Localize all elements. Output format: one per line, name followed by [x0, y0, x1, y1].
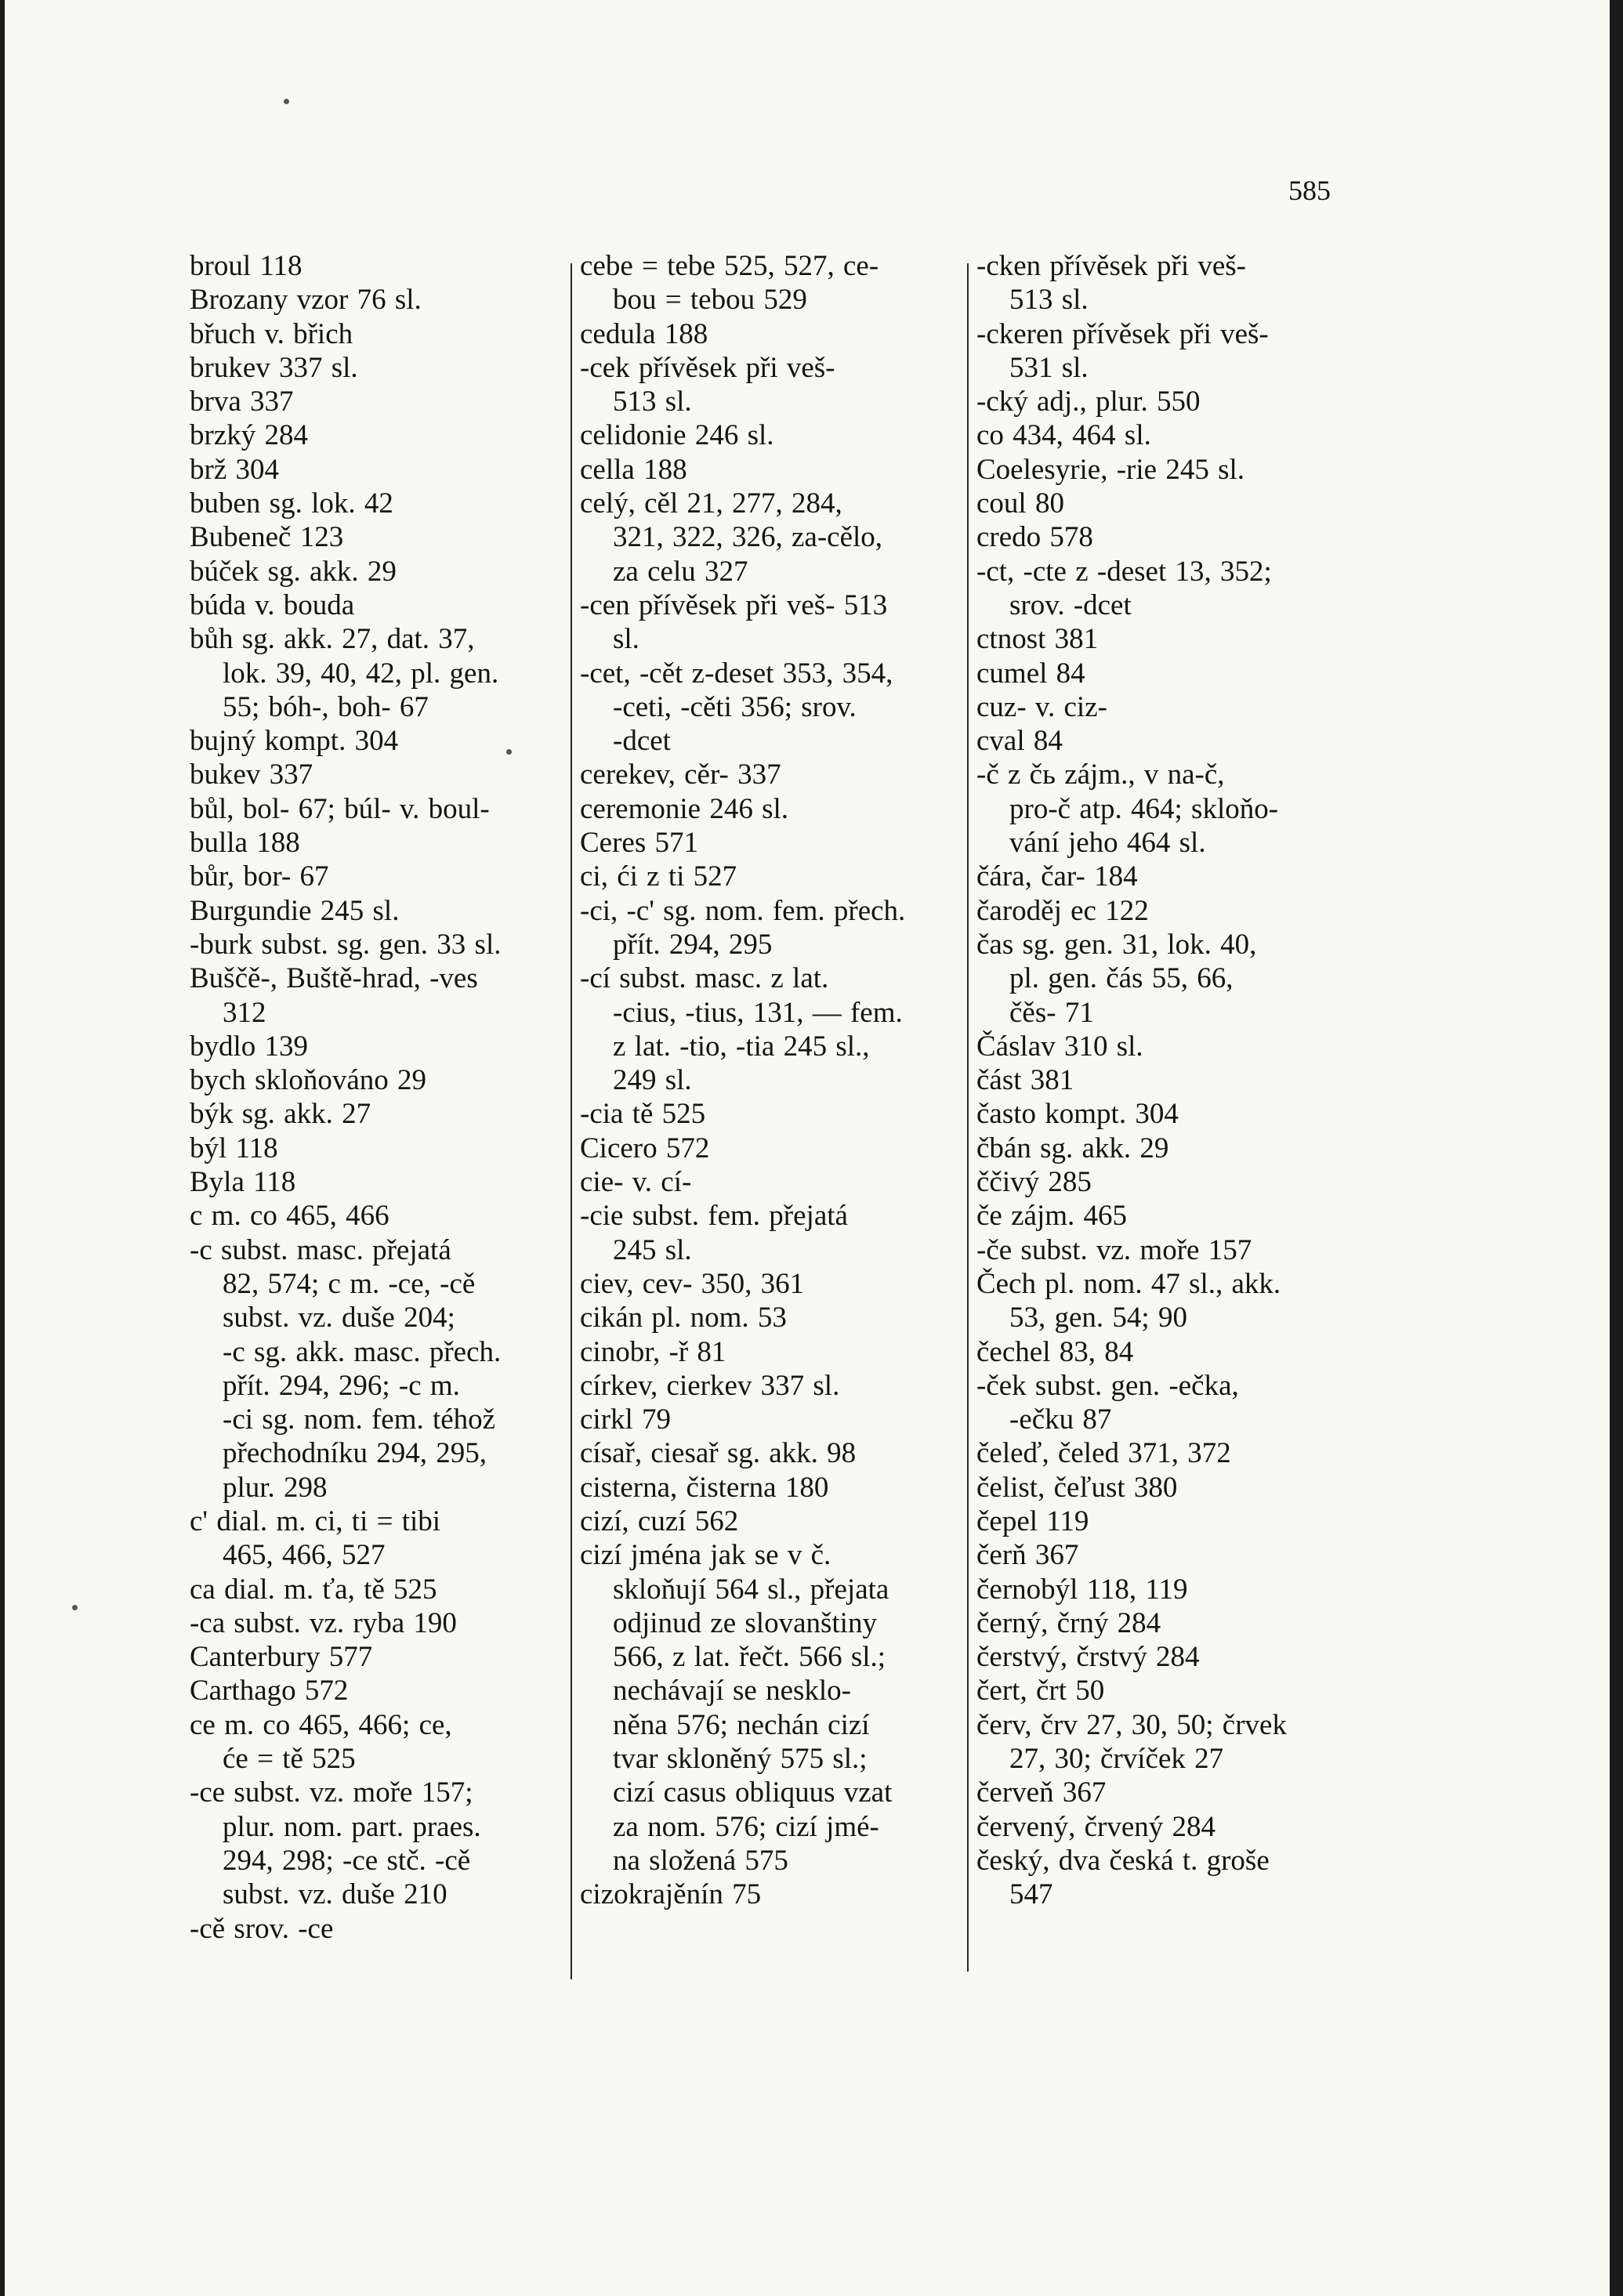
- index-continuation-line: plur. nom. part. praes.: [223, 1810, 481, 1843]
- index-entry-line: cella 188: [580, 453, 687, 486]
- book-page: [5, 0, 1610, 2296]
- index-continuation-line: 27, 30; črvíček 27: [1009, 1743, 1224, 1776]
- index-entry-line: cedula 188: [580, 317, 708, 350]
- index-entry-line: červený, črvený 284: [976, 1810, 1216, 1843]
- index-entry-line: čechel 83, 84: [976, 1335, 1134, 1368]
- index-entry-line: Burgundie 245 sl.: [190, 894, 400, 927]
- index-entry-line: Carthago 572: [190, 1675, 349, 1708]
- index-entry-line: čepel 119: [976, 1505, 1089, 1537]
- index-continuation-line: 513 sl.: [1009, 284, 1089, 317]
- index-entry-line: Coelesyrie, -rie 245 sl.: [976, 453, 1244, 486]
- index-entry-line: čerň 367: [976, 1539, 1079, 1572]
- index-entry-line: cinobr, -ř 81: [580, 1335, 726, 1368]
- index-entry-line: ca dial. m. ťa, tě 525: [190, 1573, 437, 1606]
- index-entry-line: čert, črt 50: [976, 1675, 1105, 1708]
- index-entry-line: církev, cierkev 337 sl.: [580, 1369, 840, 1402]
- index-continuation-line: skloňují 564 sl., přejata: [613, 1573, 889, 1606]
- index-entry-line: bůl, bol- 67; búl- v. boul-: [190, 792, 490, 825]
- index-entry-line: Brozany vzor 76 sl.: [190, 284, 422, 317]
- index-entry-line: brukev 337 sl.: [190, 351, 358, 384]
- index-entry-line: če zájm. 465: [976, 1200, 1127, 1233]
- index-entry-line: císař, ciesař sg. akk. 98: [580, 1437, 857, 1470]
- index-entry-line: co 434, 464 sl.: [976, 419, 1151, 452]
- index-entry-line: -cie subst. fem. přejatá: [580, 1200, 848, 1233]
- index-entry-line: červeň 367: [976, 1776, 1107, 1809]
- index-entry-line: čára, čar- 184: [976, 860, 1138, 893]
- index-entry-line: část 381: [976, 1064, 1074, 1097]
- index-entry-line: čbán sg. akk. 29: [976, 1132, 1169, 1164]
- index-entry-line: -ce subst. vz. moře 157;: [190, 1776, 473, 1809]
- index-column-1: [190, 249, 564, 1946]
- index-entry-line: často kompt. 304: [976, 1098, 1179, 1131]
- index-entry-line: černobýl 118, 119: [976, 1573, 1188, 1606]
- index-continuation-line: bou = tebou 529: [613, 284, 807, 317]
- index-entry-line: c m. co 465, 466: [190, 1200, 389, 1233]
- index-continuation-line: -ečku 87: [1009, 1403, 1112, 1436]
- index-continuation-line: 53, gen. 54; 90: [1009, 1302, 1187, 1335]
- index-continuation-line: přechodníku 294, 295,: [223, 1437, 487, 1470]
- index-continuation-line: 82, 574; c m. -ce, -cě: [223, 1267, 476, 1300]
- index-entry-line: Cicero 572: [580, 1132, 710, 1164]
- index-continuation-line: sl.: [613, 623, 639, 656]
- index-entry-line: -c subst. masc. přejatá: [190, 1233, 451, 1266]
- column-rule-2: [967, 263, 969, 1972]
- index-entry-line: -cet, -cět z-deset 353, 354,: [580, 657, 893, 690]
- index-continuation-line: na složená 575: [613, 1844, 788, 1877]
- index-continuation-line: 249 sl.: [613, 1064, 692, 1097]
- index-entry-line: -č z čь zájm., v na-č,: [976, 759, 1225, 791]
- index-entry-line: bulla 188: [190, 827, 300, 860]
- column-rule-1: [571, 263, 572, 1979]
- index-continuation-line: lok. 39, 40, 42, pl. gen.: [223, 657, 499, 690]
- index-continuation-line: -cius, -tius, 131, — fem.: [613, 996, 903, 1029]
- index-entry-line: čeleď, čeled 371, 372: [976, 1437, 1231, 1470]
- index-entry-line: čerstvý, črstvý 284: [976, 1641, 1200, 1674]
- index-entry-line: cerekev, cěr- 337: [580, 759, 781, 791]
- index-entry-line: ci, ći z ti 527: [580, 860, 737, 893]
- index-continuation-line: 55; bóh-, boh- 67: [223, 690, 429, 723]
- index-continuation-line: subst. vz. duše 204;: [223, 1302, 455, 1335]
- index-entry-line: coul 80: [976, 487, 1064, 520]
- index-entry-line: český, dva česká t. groše: [976, 1844, 1270, 1877]
- index-entry-line: býl 118: [190, 1132, 278, 1164]
- index-entry-line: búček sg. akk. 29: [190, 555, 397, 588]
- index-continuation-line: za nom. 576; cizí jmé-: [613, 1810, 879, 1843]
- index-entry-line: cval 84: [976, 725, 1063, 758]
- index-continuation-line: 321, 322, 326, za-cělo,: [613, 521, 883, 554]
- index-continuation-line: 465, 466, 527: [223, 1539, 386, 1572]
- index-entry-line: buben sg. lok. 42: [190, 487, 393, 520]
- index-entry-line: Canterbury 577: [190, 1641, 373, 1674]
- index-entry-line: -ček subst. gen. -ečka,: [976, 1369, 1239, 1402]
- index-entry-line: čaroděj ec 122: [976, 894, 1149, 927]
- index-entry-line: -če subst. vz. moře 157: [976, 1233, 1252, 1266]
- index-column-2: [580, 249, 961, 1912]
- index-entry-line: ciev, cev- 350, 361: [580, 1267, 805, 1300]
- print-speck: [506, 749, 512, 755]
- index-column-3: [976, 249, 1353, 1912]
- index-entry-line: černý, črný 284: [976, 1606, 1161, 1639]
- index-entry-line: -cký adj., plur. 550: [976, 386, 1201, 418]
- index-continuation-line: z lat. -tio, -tia 245 sl.,: [613, 1030, 870, 1063]
- index-entry-line: cuz- v. ciz-: [976, 690, 1107, 723]
- index-continuation-line: nechávají se nesklo-: [613, 1675, 851, 1708]
- index-entry-line: bydlo 139: [190, 1030, 309, 1063]
- index-continuation-line: -ci sg. nom. fem. téhož: [223, 1403, 496, 1436]
- index-continuation-line: čěs- 71: [1009, 996, 1094, 1029]
- index-entry-line: cumel 84: [976, 657, 1085, 690]
- print-speck: [284, 99, 289, 104]
- index-entry-line: bych skloňováno 29: [190, 1064, 427, 1097]
- index-entry-line: cizokrajěnín 75: [580, 1878, 762, 1911]
- index-entry-line: c' dial. m. ci, ti = tibi: [190, 1505, 441, 1537]
- index-continuation-line: 245 sl.: [613, 1233, 692, 1266]
- index-entry-line: cie- v. cí-: [580, 1166, 692, 1199]
- index-entry-line: Buščě-, Buště-hrad, -ves: [190, 962, 478, 995]
- index-entry-line: bůh sg. akk. 27, dat. 37,: [190, 623, 475, 656]
- index-entry-line: celidonie 246 sl.: [580, 419, 774, 452]
- index-continuation-line: subst. vz. duše 210: [223, 1878, 447, 1911]
- index-entry-line: ctnost 381: [976, 623, 1099, 656]
- index-continuation-line: -c sg. akk. masc. přech.: [223, 1335, 502, 1368]
- index-continuation-line: 531 sl.: [1009, 351, 1089, 384]
- index-entry-line: cikán pl. nom. 53: [580, 1302, 787, 1335]
- page-number: 585: [1288, 175, 1331, 206]
- index-continuation-line: tvar skloněný 575 sl.;: [613, 1743, 868, 1776]
- index-entry-line: -ci, -c' sg. nom. fem. přech.: [580, 894, 906, 927]
- index-entry-line: bukev 337: [190, 759, 313, 791]
- index-entry-line: brva 337: [190, 386, 294, 418]
- print-speck: [72, 1605, 78, 1610]
- index-entry-line: břuch v. břich: [190, 317, 353, 350]
- index-entry-line: brž 304: [190, 453, 279, 486]
- index-entry-line: búda v. bouda: [190, 588, 355, 621]
- index-entry-line: čelist, čeľust 380: [976, 1471, 1178, 1504]
- index-entry-line: -cken přívěsek při veš-: [976, 250, 1247, 282]
- index-entry-line: -cí subst. masc. z lat.: [580, 962, 829, 995]
- index-continuation-line: cizí casus obliquus vzat: [613, 1776, 893, 1809]
- index-entry-line: celý, cěl 21, 277, 284,: [580, 487, 842, 520]
- index-continuation-line: srov. -dcet: [1009, 588, 1132, 621]
- index-entry-line: čas sg. gen. 31, lok. 40,: [976, 928, 1257, 961]
- index-continuation-line: přít. 294, 295: [613, 928, 773, 961]
- index-entry-line: býk sg. akk. 27: [190, 1098, 371, 1131]
- index-entry-line: ce m. co 465, 466; ce,: [190, 1708, 452, 1741]
- index-entry-line: cisterna, čisterna 180: [580, 1471, 829, 1504]
- index-entry-line: cizí jména jak se v č.: [580, 1539, 831, 1572]
- index-continuation-line: -dcet: [613, 725, 671, 758]
- index-entry-line: -ca subst. vz. ryba 190: [190, 1606, 457, 1639]
- index-entry-line: brzký 284: [190, 419, 308, 452]
- index-entry-line: credo 578: [976, 521, 1093, 554]
- index-entry-line: -cek přívěsek při veš-: [580, 351, 835, 384]
- index-continuation-line: přít. 294, 296; -c m.: [223, 1369, 460, 1402]
- index-entry-line: -cia tě 525: [580, 1098, 706, 1131]
- index-continuation-line: odjinud ze slovanštiny: [613, 1606, 877, 1639]
- index-continuation-line: pro-č atp. 464; skloňo-: [1009, 792, 1279, 825]
- index-continuation-line: plur. 298: [223, 1471, 328, 1504]
- index-continuation-line: će = tě 525: [223, 1743, 356, 1776]
- index-entry-line: bujný kompt. 304: [190, 725, 399, 758]
- index-entry-line: -ct, -cte z -deset 13, 352;: [976, 555, 1272, 588]
- index-entry-line: broul 118: [190, 250, 303, 282]
- index-entry-line: Bubeneč 123: [190, 521, 344, 554]
- index-continuation-line: 312: [223, 996, 266, 1029]
- index-continuation-line: 513 sl.: [613, 386, 692, 418]
- index-continuation-line: za celu 327: [613, 555, 748, 588]
- index-entry-line: cebe = tebe 525, 527, ce-: [580, 250, 879, 282]
- index-entry-line: -ckeren přívěsek při veš-: [976, 317, 1269, 350]
- index-entry-line: -cě srov. -ce: [190, 1912, 334, 1945]
- index-continuation-line: -ceti, -cěti 356; srov.: [613, 690, 857, 723]
- index-entry-line: Byla 118: [190, 1166, 296, 1199]
- index-entry-line: cirkl 79: [580, 1403, 672, 1436]
- index-entry-line: ceremonie 246 sl.: [580, 792, 788, 825]
- index-continuation-line: pl. gen. čás 55, 66,: [1009, 962, 1234, 995]
- index-continuation-line: 547: [1009, 1878, 1053, 1911]
- index-entry-line: červ, črv 27, 30, 50; črvek: [976, 1708, 1287, 1741]
- index-entry-line: -cen přívěsek při veš- 513: [580, 588, 888, 621]
- index-entry-line: ččivý 285: [976, 1166, 1092, 1199]
- index-entry-line: -burk subst. sg. gen. 33 sl.: [190, 928, 502, 961]
- index-entry-line: Ceres 571: [580, 827, 698, 860]
- index-entry-line: bůr, bor- 67: [190, 860, 329, 893]
- index-continuation-line: 294, 298; -ce stč. -cě: [223, 1844, 471, 1877]
- index-entry-line: Čáslav 310 sl.: [976, 1030, 1143, 1063]
- index-entry-line: cizí, cuzí 562: [580, 1505, 739, 1537]
- index-entry-line: Čech pl. nom. 47 sl., akk.: [976, 1267, 1281, 1300]
- index-continuation-line: 566, z lat. řečt. 566 sl.;: [613, 1641, 886, 1674]
- index-continuation-line: něna 576; nechán cizí: [613, 1708, 870, 1741]
- index-continuation-line: vání jeho 464 sl.: [1009, 827, 1206, 860]
